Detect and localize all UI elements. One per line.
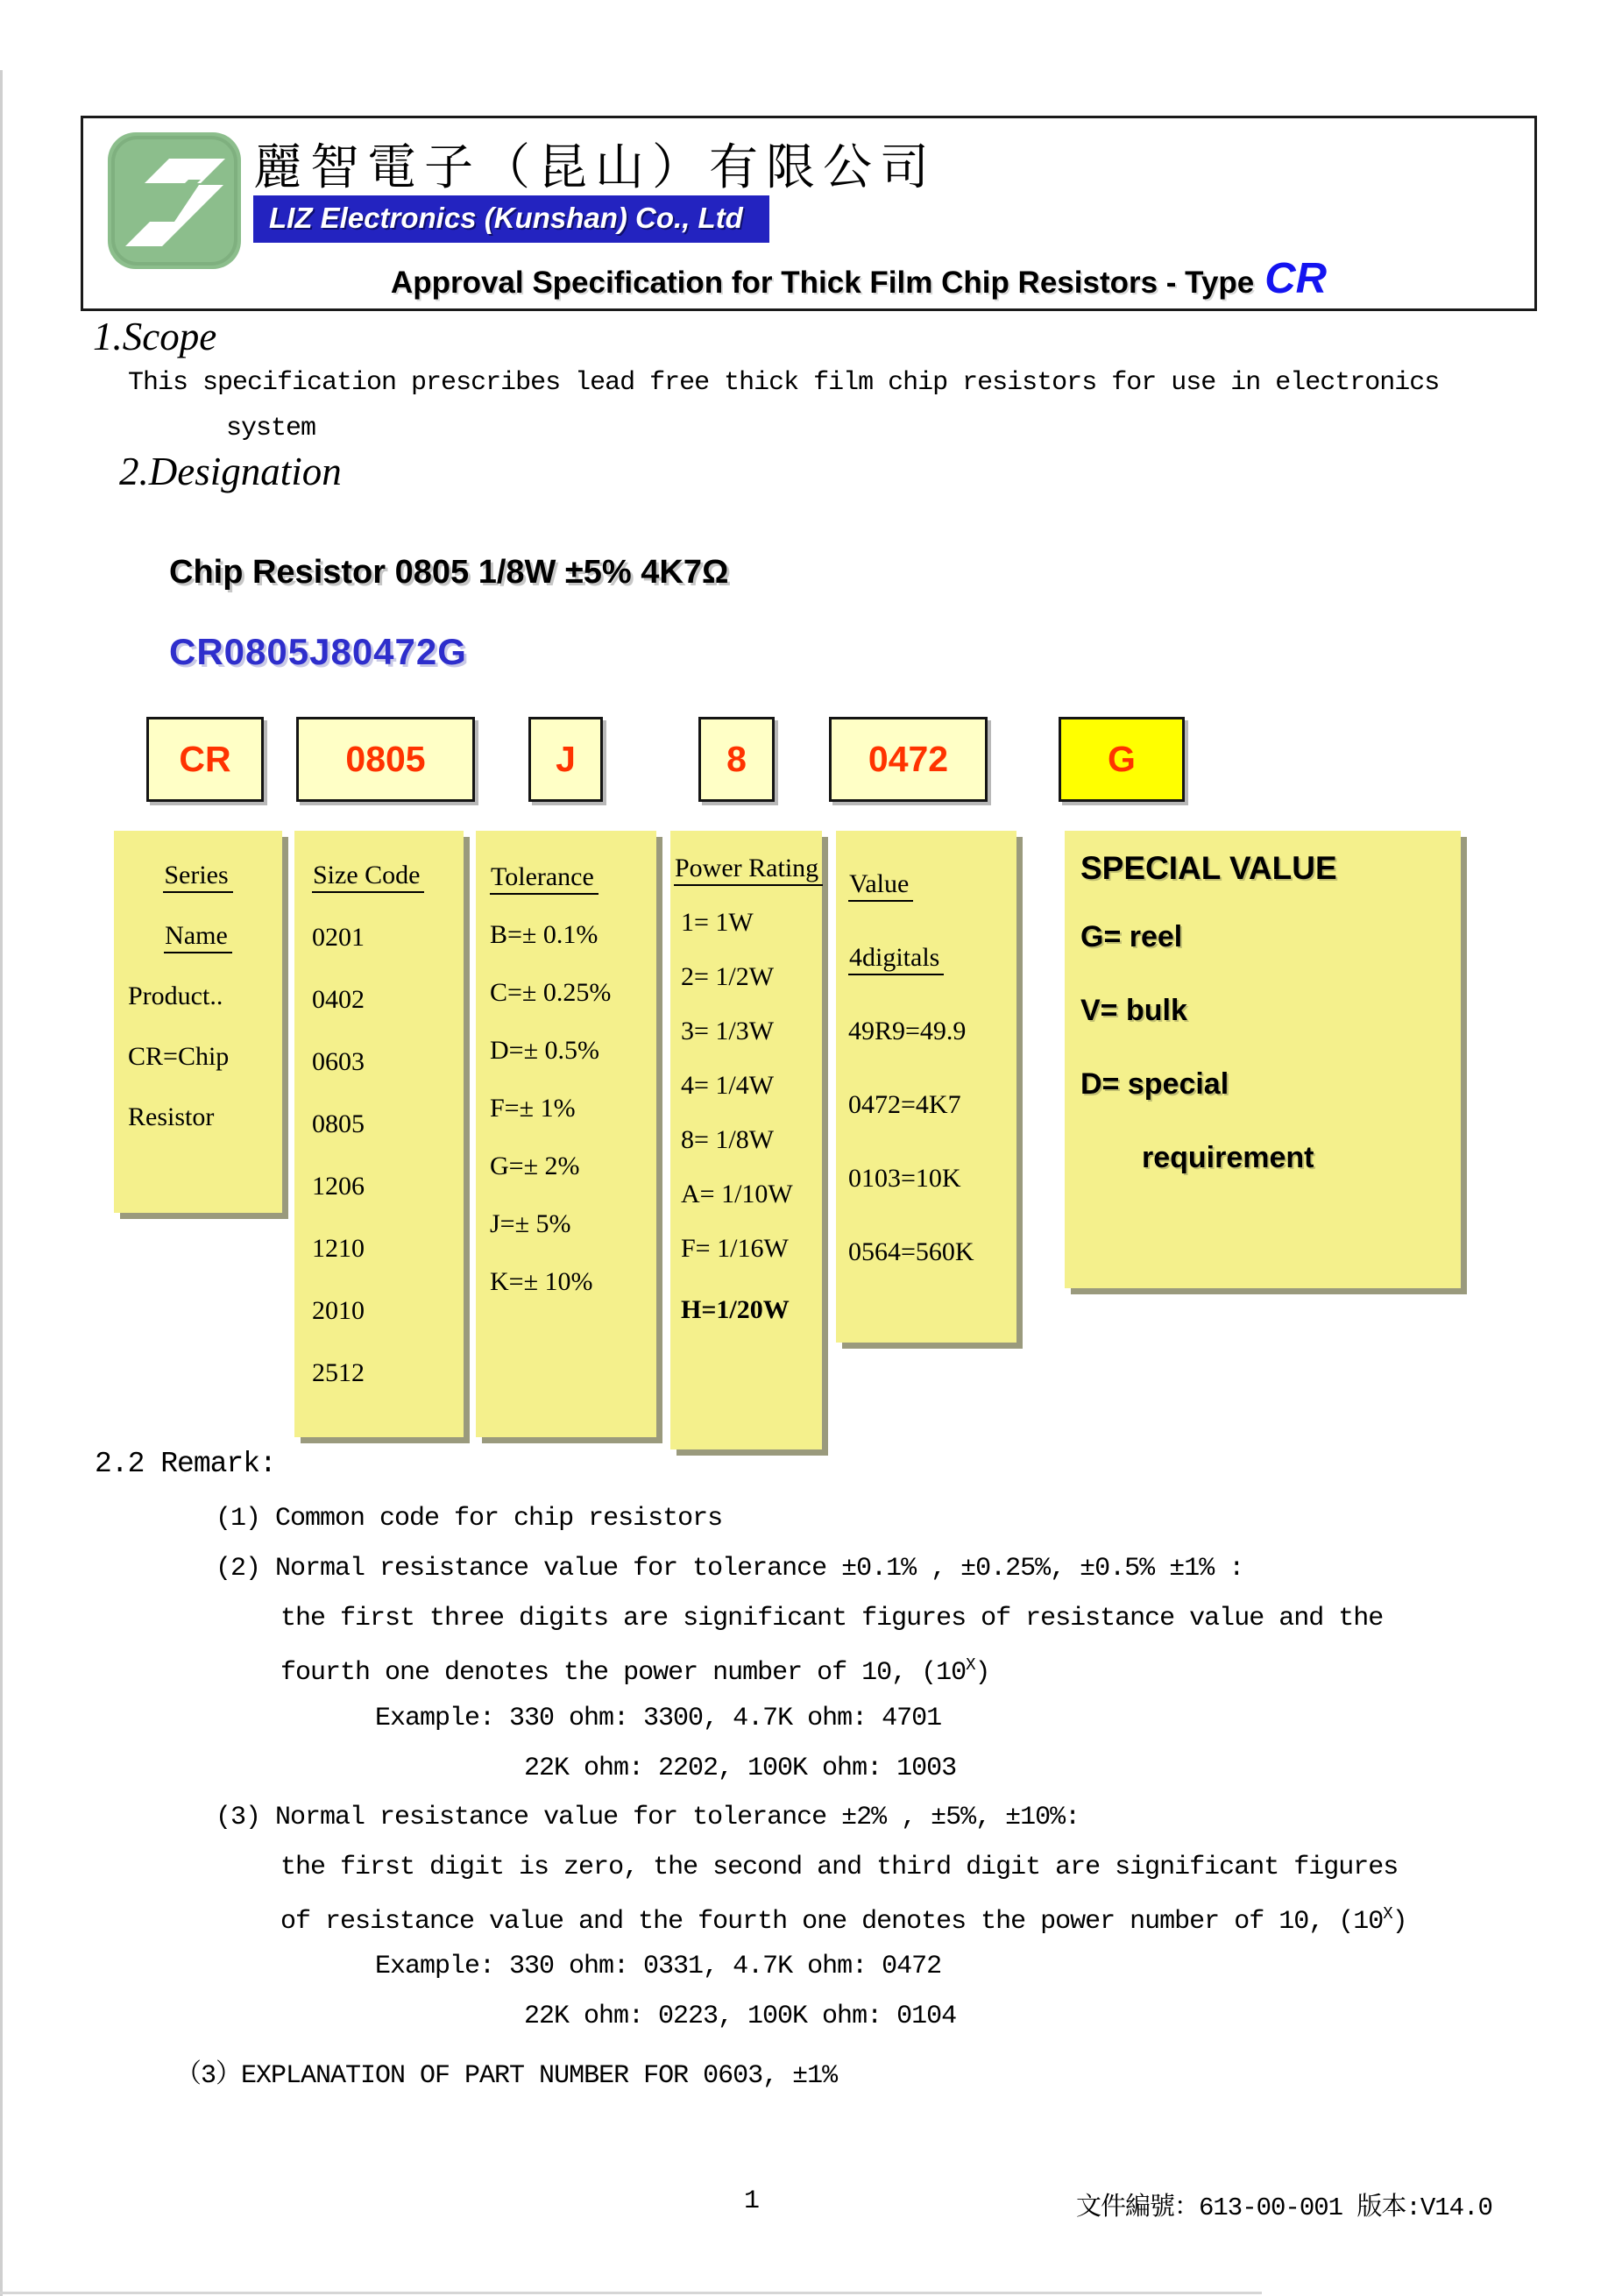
series-header2: Name [114, 921, 282, 981]
special-value-item: G= reel [1080, 920, 1183, 953]
power-rating-item-bold: H=1/20W [681, 1295, 790, 1324]
remark-item-2-line3: fourth one denotes the power number of 10, $(10^X)$ [280, 1655, 990, 1688]
superscript-x: X [966, 1655, 975, 1675]
remark-item-3-line3: of resistance value and the fourth one denotes the power number of 10, $(10^X)$ [280, 1904, 1407, 1937]
size-code-item: 0402 [312, 985, 365, 1014]
size-code-item: 2010 [312, 1296, 365, 1325]
code-box-series: CR [146, 717, 264, 802]
size-code-item: 1206 [312, 1172, 365, 1201]
code-box-special: G [1059, 717, 1185, 802]
tolerance-column [476, 831, 656, 1437]
tolerance-item: D=± 0.5% [490, 1036, 600, 1065]
tolerance-item: J=± 5% [490, 1209, 571, 1238]
tolerance-item: B=± 0.1% [490, 920, 599, 949]
document-title [215, 254, 1503, 303]
value-item: 0472=4K7 [848, 1090, 961, 1119]
title-type-code: CR [1264, 255, 1328, 302]
company-logo-icon [104, 129, 246, 274]
power-rating-item: 1= 1W [681, 908, 754, 937]
special-value-item: D= special [1080, 1067, 1229, 1101]
tolerance-item: G=± 2% [490, 1152, 580, 1180]
tolerance-header: Tolerance [476, 862, 656, 920]
tolerance-item: C=± 0.25% [490, 978, 612, 1007]
document-number-version: 文件編號：613-00-001 版本:V14.0 [1076, 2193, 1492, 2222]
special-value-header: SPECIAL VALUE [1080, 850, 1337, 886]
title-text: Approval Specification for Thick Film Chip Resistors - Type [390, 266, 1255, 300]
power-rating-header: Power Rating [670, 854, 822, 908]
scan-edge-left [0, 70, 3, 2296]
power-rating-item: 2= 1/2W [681, 962, 775, 991]
code-box-value: 0472 [829, 717, 988, 802]
value-item: 49R9=49.9 [848, 1017, 967, 1045]
scope-text-line1: This specification prescribes lead free thick film chip resistors for use in electronics [128, 368, 1440, 398]
remark-item-3-line2: the first digit is zero, the second and third digit are significant figures [280, 1853, 1399, 1882]
value-item: 0103=10K [848, 1164, 961, 1193]
code-box-tolerance: J [528, 717, 603, 802]
power-rating-item: F= 1/16W [681, 1234, 789, 1263]
remark-item-1: (1) Common code for chip resistors [216, 1504, 723, 1534]
remark-item-2-line2: the first three digits are significant figures of resistance value and the [280, 1604, 1384, 1633]
remark-item-3: (3) Normal resistance value for tolerance ±2% , ±5%, ±10%: [216, 1803, 1080, 1832]
power-rating-column [670, 831, 822, 1449]
size-code-item: 0201 [312, 923, 365, 952]
size-code-header: Size Code [294, 861, 464, 923]
series-header: Series [114, 861, 282, 921]
size-code-item: 0603 [312, 1047, 365, 1076]
code-box-power: 8 [698, 717, 775, 802]
scope-text-line2: system [226, 414, 316, 443]
tolerance-item: K=± 10% [490, 1267, 593, 1296]
series-item: CR=Chip [128, 1042, 230, 1071]
superscript-x: X [1383, 1904, 1392, 1924]
series-item: Product.. [128, 981, 223, 1010]
special-value-column [1065, 831, 1461, 1288]
scope-heading: 1.Scope [93, 315, 217, 358]
remark-item-2-example2: 22K ohm: 2202, 100K ohm: 1003 [524, 1754, 957, 1783]
value-header2: 4digitals [836, 943, 1016, 1017]
remark-item-2-example1: Example: 330 ohm: 3300, 4.7K ohm: 4701 [375, 1704, 942, 1733]
designation-heading: 2.Designation [119, 450, 342, 493]
remark-item-2: (2) Normal resistance value for tolerance ±0.1% , ±0.25%, ±0.5% ±1% : [216, 1554, 1244, 1584]
power-rating-item: 3= 1/3W [681, 1017, 775, 1045]
power-rating-item: A= 1/10W [681, 1180, 793, 1208]
value-item: 0564=560K [848, 1237, 974, 1266]
scan-edge-bottom [0, 2292, 1262, 2294]
code-box-size: 0805 [296, 717, 475, 802]
series-column [114, 831, 282, 1213]
header-box [81, 116, 1537, 311]
remark-heading: 2.2 Remark: [95, 1448, 276, 1480]
special-value-item: V= bulk [1080, 994, 1187, 1027]
size-code-column [294, 831, 464, 1437]
part-number: CR0805J80472G [169, 631, 467, 672]
size-code-item: 2512 [312, 1358, 365, 1387]
series-item: Resistor [128, 1102, 215, 1131]
remark-item-3-example2: 22K ohm: 0223, 100K ohm: 0104 [524, 2002, 957, 2031]
power-rating-item: 4= 1/4W [681, 1071, 775, 1100]
special-value-item-continuation: requirement [1142, 1141, 1314, 1174]
remark-item-3-example1: Example: 330 ohm: 0331, 4.7K ohm: 0472 [375, 1952, 942, 1981]
size-code-item: 1210 [312, 1234, 365, 1263]
size-code-item: 0805 [312, 1109, 365, 1138]
power-rating-item: 8= 1/8W [681, 1125, 775, 1154]
tolerance-item: F=± 1% [490, 1094, 576, 1123]
page-number: 1 [743, 2186, 760, 2216]
company-name-chinese: 麗智電子（昆山）有限公司 [253, 141, 937, 195]
value-header: Value [836, 869, 1016, 943]
chip-resistor-subtitle: Chip Resistor 0805 1/8W ±5% 4K7Ω [169, 554, 729, 591]
company-name-english: LIZ Electronics (Kunshan) Co., Ltd [253, 195, 769, 243]
remark-item-4: （3）EXPLANATION OF PART NUMBER FOR 0603, ±1% [175, 2061, 838, 2091]
value-column [836, 831, 1016, 1343]
